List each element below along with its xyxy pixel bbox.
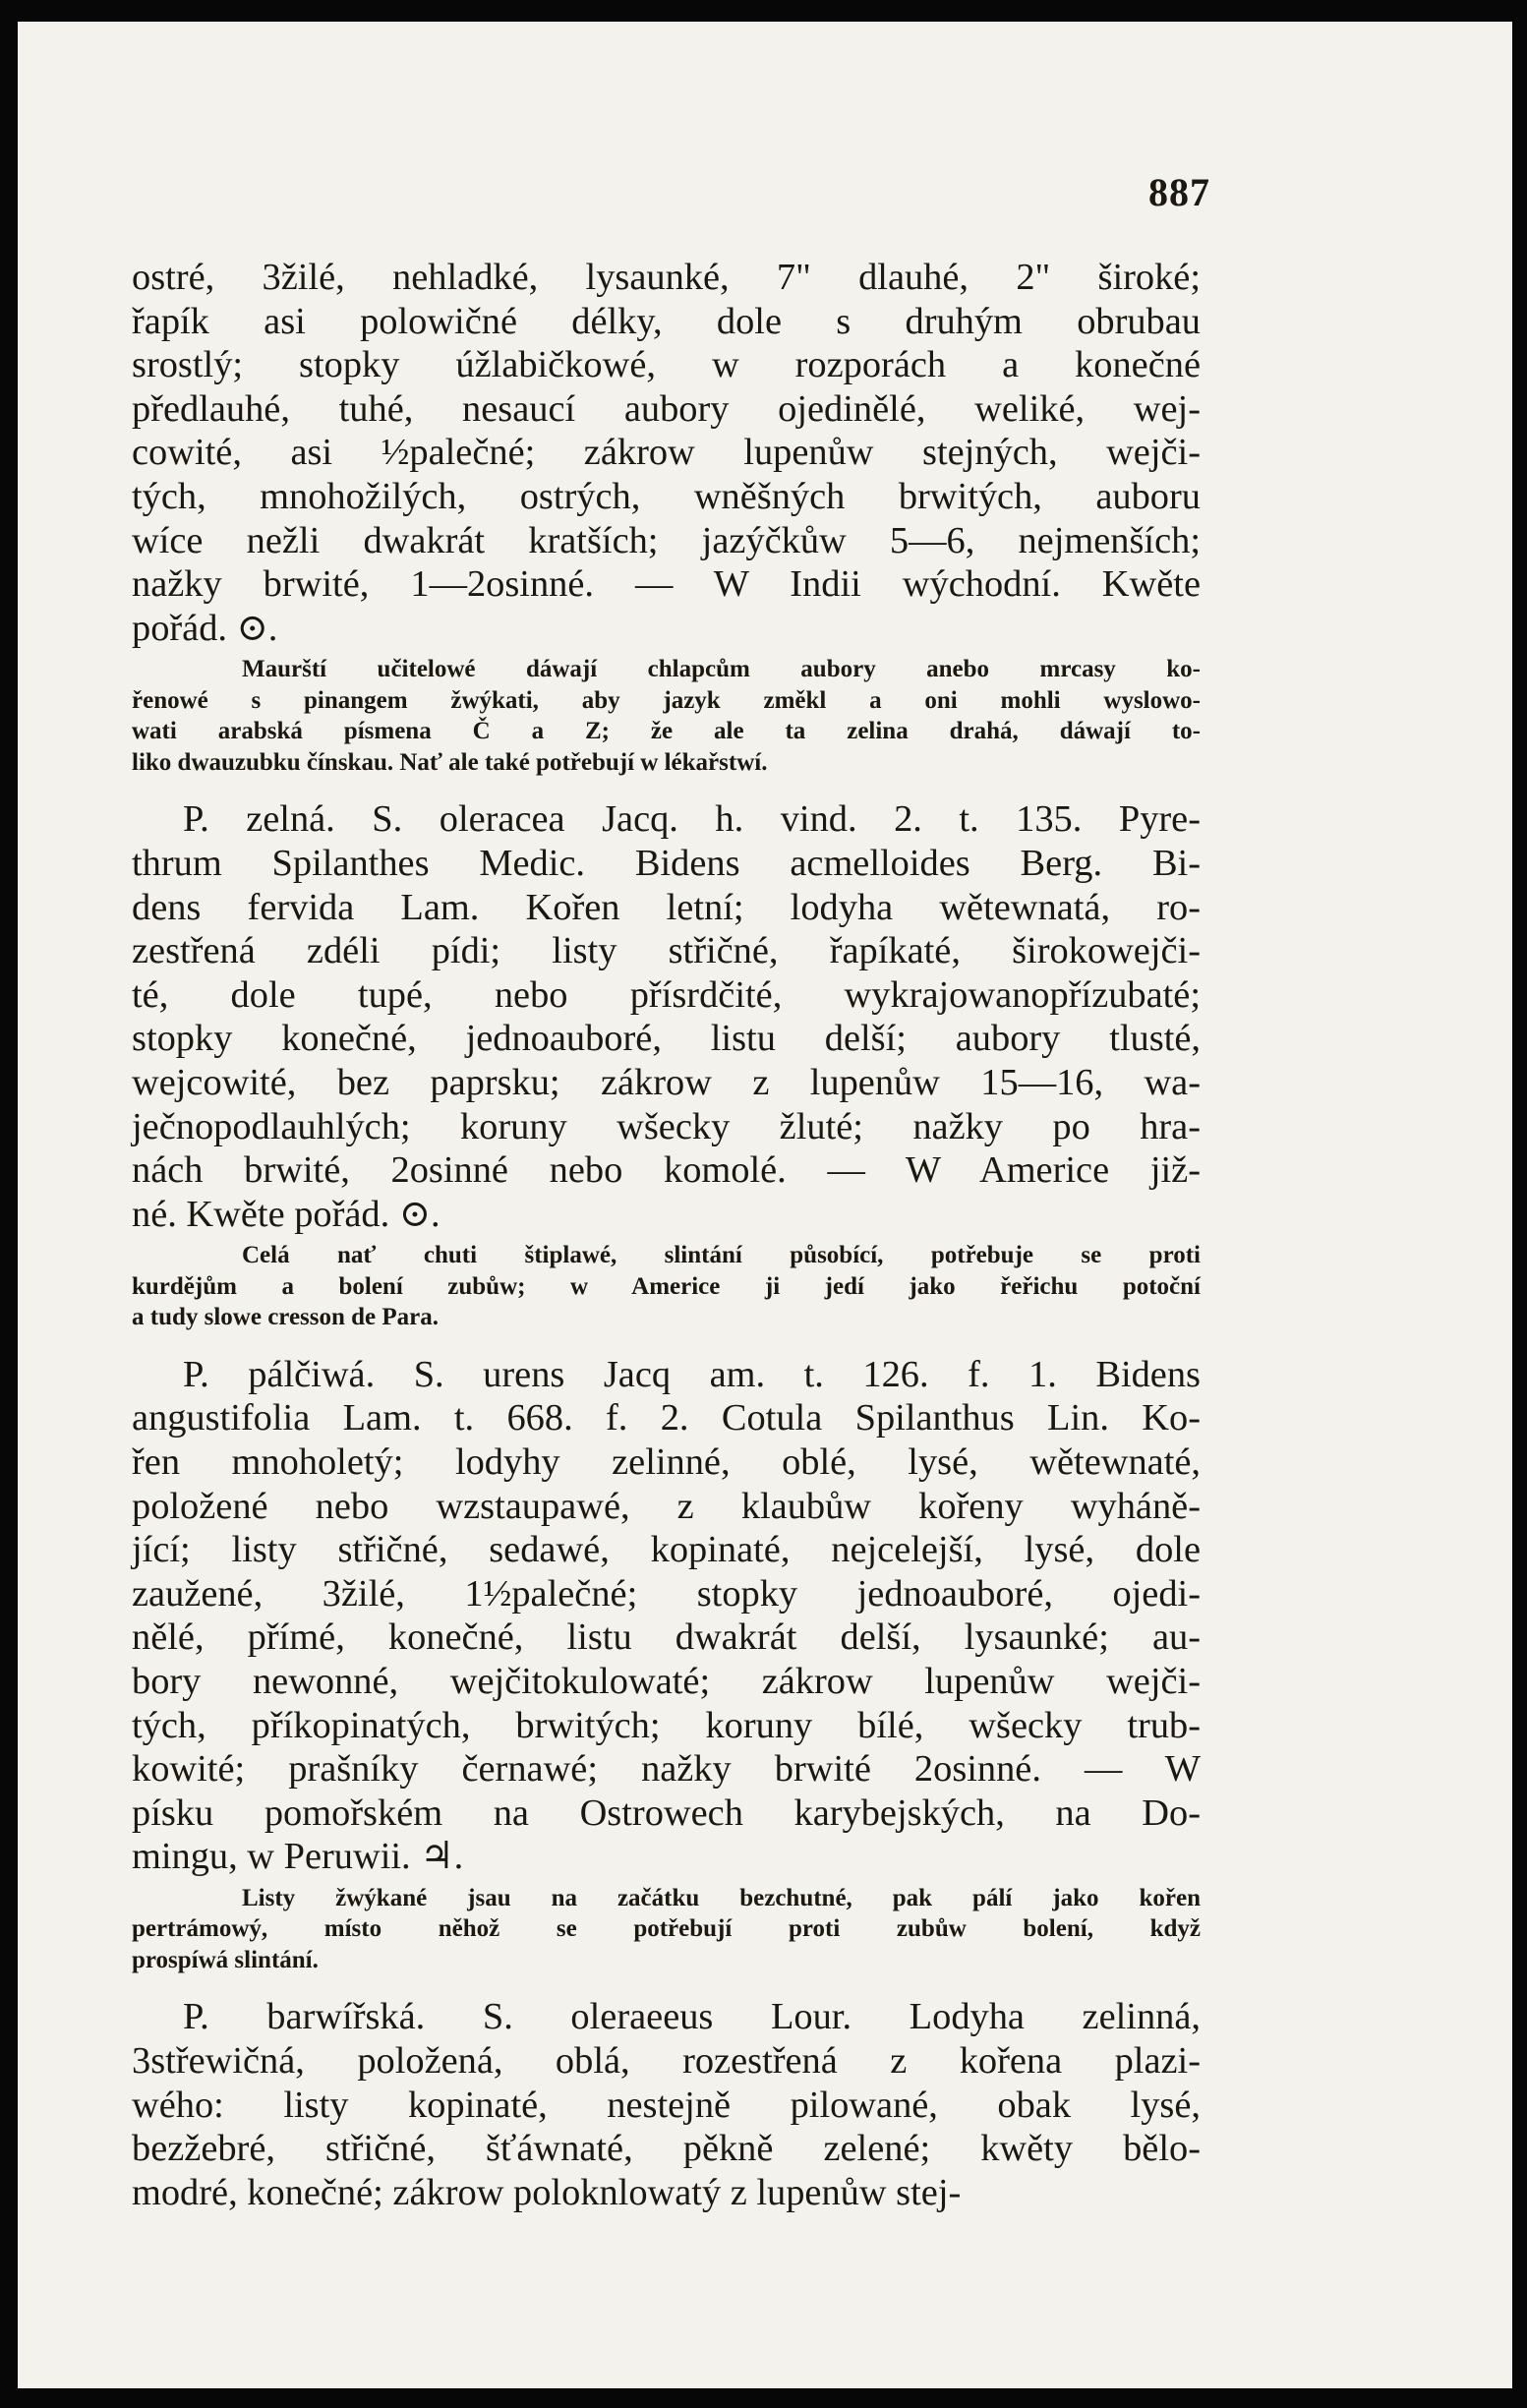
text-line: položené nebo wzstaupawé, z klaubůw kořeny wyháně- — [132, 1485, 1201, 1527]
text-line: 3střewičná, položená, oblá, rozestřená z kořena plazi- — [132, 2040, 1201, 2082]
text-line: tých, mnohožilých, ostrých, wněšných brwitých, auboru — [132, 475, 1201, 517]
footnote-paragraph — [132, 1883, 1201, 1976]
body-paragraph — [132, 797, 1201, 1236]
text-line: modré, konečné; zákrow poloknlowatý z lupenůw stej- — [132, 2171, 962, 2213]
text-line: mingu, w Peruwii. ♃. — [132, 1836, 464, 1878]
text-line: P. zelná. S. oleracea Jacq. h. vind. 2. t. 135. Pyre- — [183, 798, 1201, 841]
text-line: kurdějům a bolení zubůw; w Americe ji jedí jako řeřichu potoční — [132, 1272, 1201, 1300]
text-line: srostlý; stopky úžlabičkowé, w rozporách a konečné — [132, 344, 1201, 386]
text-line: né. Kwěte pořád. ⊙. — [132, 1193, 440, 1235]
text-line: stopky konečné, jednoauboré, listu delší; aubory tlusté, — [132, 1018, 1201, 1060]
text-line: thrum Spilanthes Medic. Bidens acmelloides Berg. Bi- — [132, 842, 1201, 884]
body-paragraph — [132, 1995, 1201, 2214]
text-line: nách brwité, 2osinné nebo komolé. — W Americe již- — [132, 1149, 1201, 1192]
text-line: liko dwauzubku čínskau. Nať ale také potřebují w lékařstwí. — [132, 748, 768, 776]
text-line: wíce nežli dwakrát kratších; jazýčkůw 5—6, nejmenších; — [132, 519, 1201, 561]
footnote-paragraph — [132, 654, 1201, 778]
text-line: nažky brwité, 1—2osinné. — W Indii wýchodní. Kwěte — [132, 563, 1201, 606]
page-text — [132, 256, 1201, 2214]
text-line: a tudy slowe cresson de Para. — [132, 1304, 440, 1331]
text-line: té, dole tupé, nebo přísrdčité, wykrajowanopřízubaté; — [132, 973, 1201, 1016]
text-line: zaužené, 3žilé, 1½palečné; stopky jednoauboré, ojedi- — [132, 1572, 1201, 1615]
text-line: bezžebré, střičné, šťáwnaté, pěkně zelené; kwěty bělo- — [132, 2128, 1201, 2170]
text-line: předlauhé, tuhé, nesaucí aubory ojedinělé, weliké, wej- — [132, 387, 1201, 430]
text-line: pertrámowý, místo něhož se potřebují proti zubůw bolení, když — [132, 1915, 1201, 1943]
text-line: písku pomořském na Ostrowech karybejských, na Do- — [132, 1791, 1201, 1834]
body-paragraph — [132, 1353, 1201, 1879]
text-line: kowité; prašníky černawé; nažky brwité 2osinné. — W — [132, 1748, 1201, 1791]
text-line: Listy žwýkané jsau na začátku bezchutné, pak pálí jako kořen — [242, 1884, 1201, 1911]
text-line: prospíwá slintání. — [132, 1946, 319, 1973]
text-line: Celá nať chuti štiplawé, slintání působící, potřebuje se proti — [242, 1242, 1201, 1269]
text-line: ječnopodlauhlých; koruny wšecky žluté; nažky po hra- — [132, 1105, 1201, 1147]
text-line: wejcowité, bez paprsku; zákrow z lupenůw 15—16, wa- — [132, 1061, 1201, 1103]
text-line: řen mnoholetý; lodyhy zelinné, oblé, lysé, wětewnaté, — [132, 1440, 1201, 1483]
text-line: zestřená zdéli pídi; listy střičné, řapíkaté, širokowejči- — [132, 930, 1201, 972]
page-number: 887 — [1148, 170, 1210, 214]
text-line: P. pálčiwá. S. urens Jacq am. t. 126. f. 1. Bidens — [183, 1353, 1201, 1395]
text-line: jící; listy střičné, sedawé, kopinaté, nejcelejší, lysé, dole — [132, 1529, 1201, 1571]
text-line: pořád. ⊙. — [132, 607, 278, 649]
text-line: řapík asi polowičné délky, dole s druhým obrubau — [132, 300, 1201, 342]
text-line: nělé, přímé, konečné, listu dwakrát delší, lysaunké; au- — [132, 1616, 1201, 1659]
text-line: řenowé s pinangem žwýkati, aby jazyk změkl a oni mohli wyslowo- — [132, 686, 1201, 714]
body-paragraph — [132, 256, 1201, 650]
text-line: angustifolia Lam. t. 668. f. 2. Cotula Spilanthus Lin. Ko- — [132, 1397, 1201, 1439]
text-line: tých, příkopinatých, brwitých; koruny bílé, wšecky trub- — [132, 1704, 1201, 1746]
text-line: Maurští učitelowé dáwají chlapcům aubory anebo mrcasy ko- — [242, 656, 1201, 683]
text-line: wého: listy kopinaté, nestejně pilowané, obak lysé, — [132, 2084, 1201, 2126]
footnote-paragraph — [132, 1240, 1201, 1333]
text-line: wati arabská písmena Č a Z; že ale ta zelina drahá, dáwají to- — [132, 718, 1201, 745]
text-line: cowité, asi ½palečné; zákrow lupenůw stejných, wejči- — [132, 432, 1201, 474]
text-line: ostré, 3žilé, nehladké, lysaunké, 7" dlauhé, 2" široké; — [132, 257, 1201, 298]
book-page — [18, 22, 1512, 2388]
text-line: bory newonné, wejčitokulowaté; zákrow lupenůw wejči- — [132, 1660, 1201, 1702]
text-line: P. barwířská. S. oleraeeus Lour. Lodyha zelinná, — [183, 1996, 1201, 2038]
text-line: dens fervida Lam. Kořen letní; lodyha wětewnatá, ro- — [132, 886, 1201, 928]
